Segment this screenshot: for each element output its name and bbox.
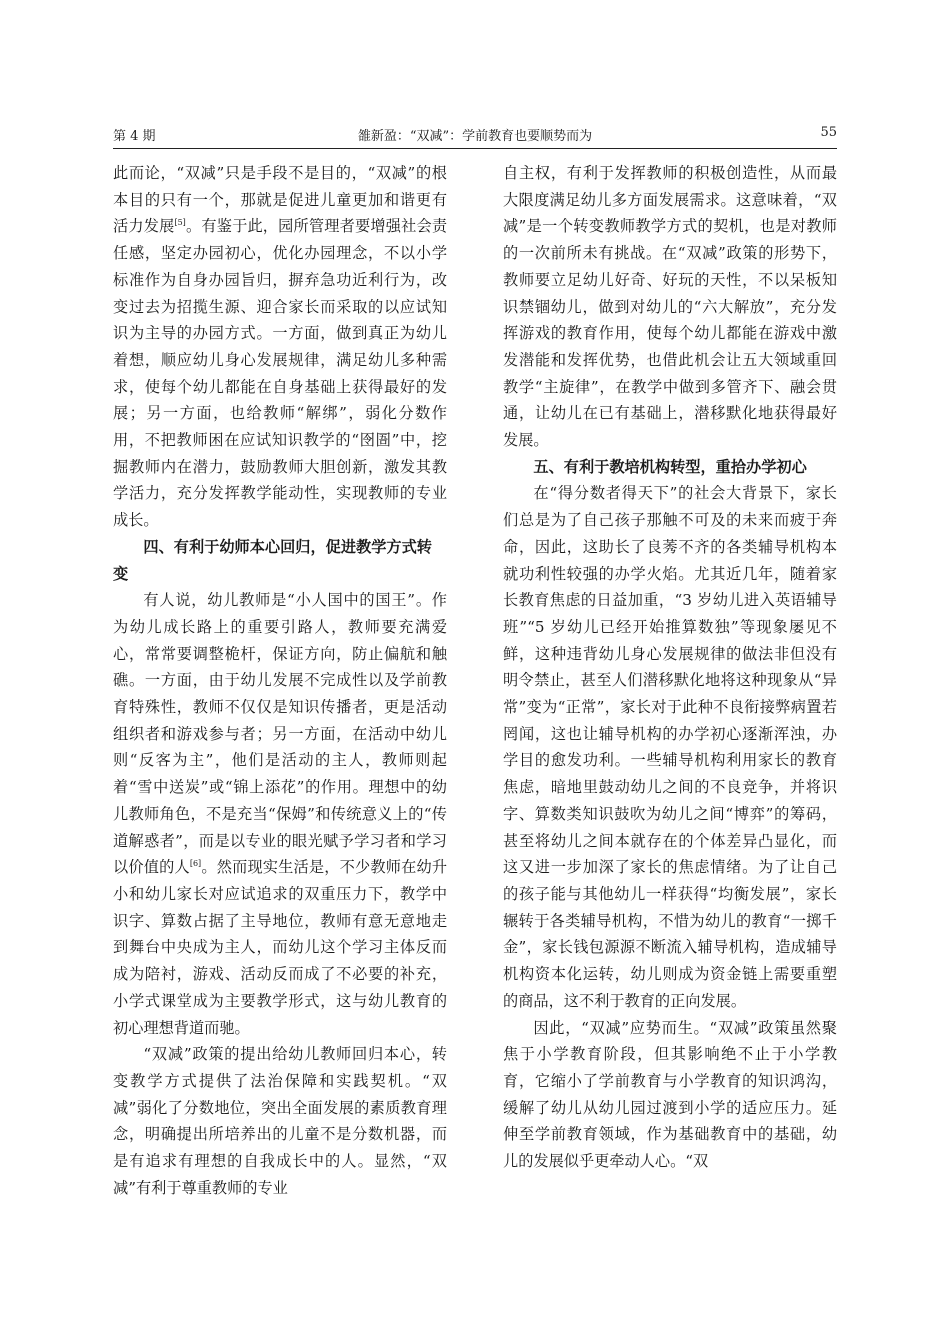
left-paragraph-2 xyxy=(113,587,447,1041)
citation-ref-5: [5] xyxy=(174,218,186,228)
right-paragraph-1: 自主权，有利于发挥教师的积极创造性，从而最大限度满足幼儿多方面发展需求。这意味着，“双减”是一个转变教师教学方式的契机，也是对教师的一次前所未有挑战。在“双减”政策的形势下，教师要立足幼儿好奇、好玩的天性，不以呆板知识禁锢幼儿，做到对幼儿的“六大解放”，充分发挥游戏的教育作用，使每个幼儿都能在游戏中激发潜能和发挥优势，也借此机会让五大领域重回教学“主旋律”，在教学中做到多管齐下、融会贯通，让幼儿在已有基础上，潜移默化地获得最好发展。 xyxy=(503,164,837,450)
running-header xyxy=(113,125,837,149)
left-p2-text: 有人说，幼儿教师是“小人国中的国王”。作为幼儿成长路上的重要引路人，教师要充满爱心，常常要调整桅杆，保证方向，防止偏航和触礁。一方面，由于幼儿发展不完成性以及学前教育特殊性，教师不仅仅是知识传播者，更是活动组织者和游戏参与者；另一方面，在活动中幼儿则“反客为主”，他们是活动的主人，教师则起着“雪中送炭”或“锦上添花”的作用。理想中的幼儿教师角色，不是充当“保姆”和传统意义上的“传道解惑者”，而是以专业的眼光赋予学习者和学习以价值的人 xyxy=(113,591,447,877)
header-rule xyxy=(113,148,837,149)
left-p1-text: 此而论，“双减”只是手段不是目的，“双减”的根本目的只有一个，那就是促进儿童更加和谐更有活力发展 xyxy=(113,164,447,236)
section-5-heading: 五、有利于教培机构转型，重拾办学初心 xyxy=(533,457,807,476)
right-column xyxy=(503,160,837,1175)
left-paragraph-1 xyxy=(113,160,447,534)
right-paragraph-3: 因此，“双减”应势而生。“双减”政策虽然聚焦于小学教育阶段，但其影响绝不止于小学教育，它缩小了学前教育与小学教育的知识鸿沟，缓解了幼儿从幼儿园过渡到小学的适应压力。延伸至学前教育领域，作为基础教育中的基础，幼儿的发展似乎更牵动人心。“双 xyxy=(503,1018,837,1171)
page-number: 55 xyxy=(820,125,837,140)
section-4-heading: 四、有利于幼师本心回归，促进教学方式转变 xyxy=(113,537,432,583)
left-p2-continuation: 。然而现实生活是，不少教师在幼升小和幼儿家长对应试追求的双重压力下，教学中识字、算数占据了主导地位，教师有意无意地走到舞台中央成为主人，而幼儿这个学习主体反而成为陪衬，游戏、活动反而成了不必要的补充，小学式课堂成为主要教学形式，这与幼儿教育的初心理想背道而驰。 xyxy=(113,858,448,1037)
running-title: 雒新盈：“双减”：学前教育也要顺势而为 xyxy=(357,129,593,144)
right-paragraph-2: 在“得分数者得天下”的社会大背景下，家长们总是为了自己孩子那触不可及的未来而疲于奔命，因此，这助长了良莠不齐的各类辅导机构本就功利性较强的办学火焰。尤其近几年，随着家长教育焦虑的日益加重，“3 岁幼儿进入英语辅导班”“5 岁幼儿已经开始推算数独”等现象屡见不鲜，这种违背幼儿身心发展规律的做法非但没有明令禁止，甚至人们潜移默化地将这种现象从“异常”变为“正常”，家长对于此种不良衔接弊病置若罔闻，这也让辅导机构的办学初心逐渐浑浊，办学目的愈发功利。一些辅导机构利用家长的教育焦虑，暗地里鼓动幼儿之间的不良竞争，并将识字、算数类知识鼓吹为幼儿之间“博弈”的筹码，甚至将幼儿之间本就存在的个体差异凸显化，而这又进一步加深了家长的焦虑情绪。为了让自己的孩子能与其他幼儿一样获得“均衡发展”，家长辗转于各类辅导机构，不惜为幼儿的教育“一掷千金”，家长钱包源源不断流入辅导机构，造成辅导机构资本化运转，幼儿则成为资金链上需要重塑的商品，这不利于教育的正向发展。 xyxy=(503,484,837,1010)
left-column xyxy=(113,160,447,1201)
citation-ref-6: [6] xyxy=(189,859,202,869)
left-p1-continuation: 。有鉴于此，园所管理者要增强社会责任感，坚定办园初心，优化办园理念，不以小学标准作为自身办园旨归，摒弃急功近利行为，改变过去为招揽生源、迎合家长而采取的以应试知识为主导的办园方式。一方面，做到真正为幼儿着想，顺应幼儿身心发展规律，满足幼儿多种需求，使每个幼儿都能在自身基础上获得最好的发展；另一方面，也给教师“解绑”，弱化分数作用，不把教师困在应试知识教学的“囹圄”中，挖掘教师内在潜力，鼓励教师大胆创新，激发其教学活力，充分发挥教学能动性，实现教师的专业成长。 xyxy=(113,217,448,530)
issue-number: 第 4 期 xyxy=(113,129,156,144)
left-paragraph-3: “双减”政策的提出给幼儿教师回归本心，转变教学方式提供了法治保障和实践契机。“双减”弱化了分数地位，突出全面发展的素质教育理念，明确提出所培养出的儿童不是分数机器，而是有追求有理想的自我成长中的人。显然，“双减”有利于尊重教师的专业 xyxy=(113,1045,447,1197)
